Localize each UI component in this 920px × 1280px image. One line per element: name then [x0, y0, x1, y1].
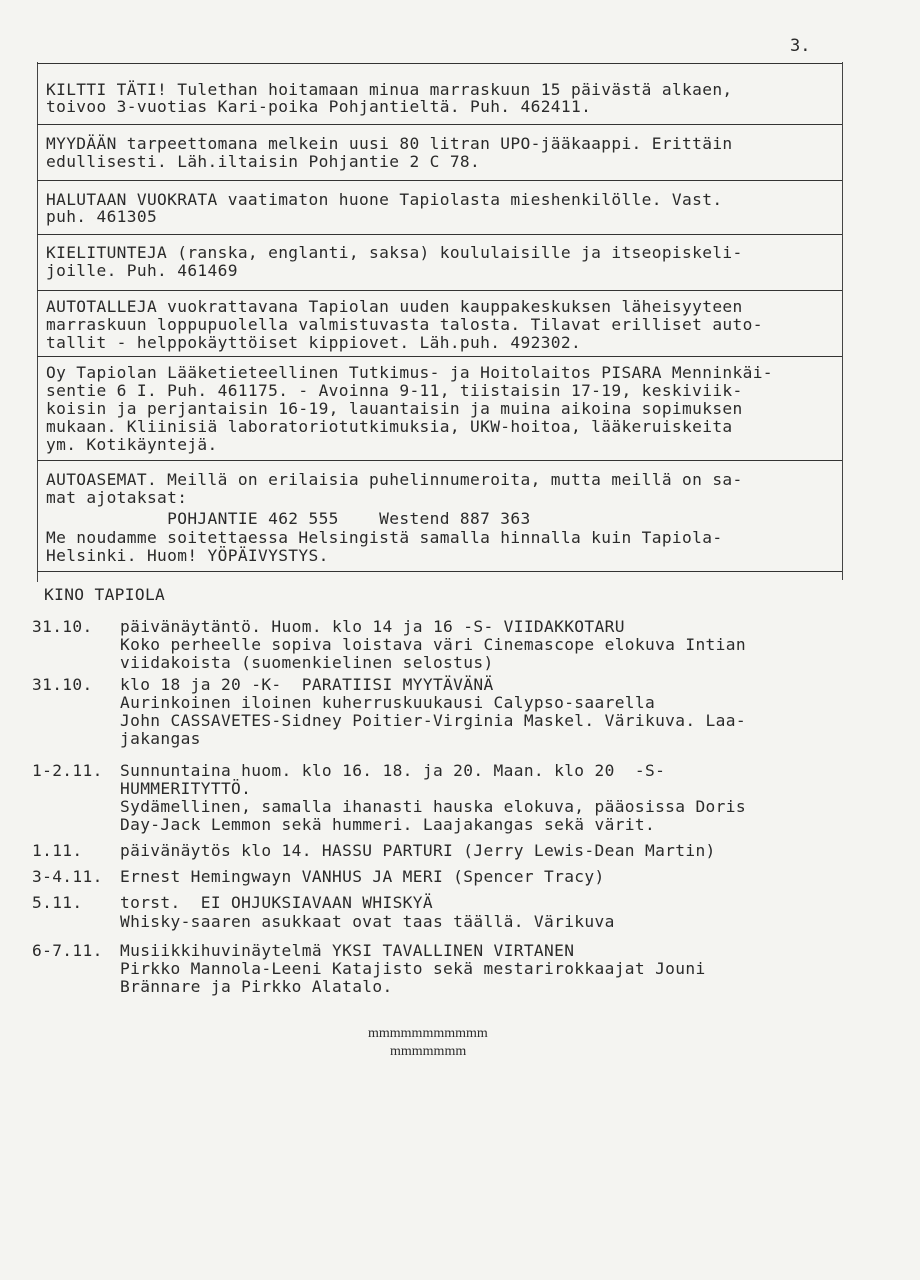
kino-line: Aurinkoinen iloinen kuherruskuukausi Calypso-saarella	[120, 693, 656, 712]
ads-left-border	[37, 62, 38, 582]
kino-line: päivänäytös klo 14. HASSU PARTURI (Jerry Lewis-Dean Martin)	[120, 841, 716, 860]
ads-right-border	[842, 62, 843, 580]
kino-title: KINO TAPIOLA	[44, 585, 166, 604]
kino-date: 3-4.11.	[32, 867, 103, 886]
kino-line: päivänäytäntö. Huom. klo 14 ja 16 -S- VIIDAKKOTARU	[120, 617, 625, 636]
ad-line: AUTOASEMAT. Meillä on erilaisia puhelinnumeroita, mutta meillä on sa-	[46, 470, 743, 489]
kino-line: Pirkko Mannola-Leeni Katajisto sekä mestarirokkaajat Jouni	[120, 959, 706, 978]
kino-date: 31.10.	[32, 617, 93, 636]
ad-divider	[37, 180, 842, 181]
kino-line: HUMMERITYTTÖ.	[120, 779, 252, 798]
page-number: 3.	[790, 36, 811, 56]
footer-ornament: mmmmmmm	[390, 1044, 467, 1059]
kino-date: 6-7.11.	[32, 941, 103, 960]
ad-line: AUTOTALLEJA vuokrattavana Tapiolan uuden kauppakeskuksen läheisyyteen	[46, 297, 743, 316]
ad-line: POHJANTIE 462 555 Westend 887 363	[46, 509, 531, 528]
ad-divider	[37, 234, 842, 235]
ad-line: Me noudamme soitettaessa Helsingistä samalla hinnalla kuin Tapiola-	[46, 528, 723, 547]
kino-line: Musiikkihuvinäytelmä YKSI TAVALLINEN VIRTANEN	[120, 941, 575, 960]
kino-line: jakangas	[120, 729, 201, 748]
ad-line: Oy Tapiolan Lääketieteellinen Tutkimus- ja Hoitolaitos PISARA Menninkäi-	[46, 363, 773, 382]
kino-line: Day-Jack Lemmon sekä hummeri. Laajakangas sekä värit.	[120, 815, 656, 834]
ad-line: edullisesti. Läh.iltaisin Pohjantie 2 C 78.	[46, 152, 481, 171]
ad-line: joille. Puh. 461469	[46, 261, 238, 280]
ad-divider	[37, 124, 842, 125]
kino-line: Brännare ja Pirkko Alatalo.	[120, 977, 393, 996]
ad-divider	[37, 356, 842, 357]
ad-line: koisin ja perjantaisin 16-19, lauantaisin ja muina aikoina sopimuksen	[46, 399, 743, 418]
kino-date: 31.10.	[32, 675, 93, 694]
kino-line: Whisky-saaren asukkaat ovat taas täällä. Värikuva	[120, 912, 615, 931]
kino-date: 1.11.	[32, 841, 83, 860]
ad-divider	[37, 571, 842, 572]
kino-date: 5.11.	[32, 893, 83, 912]
kino-line: Koko perheelle sopiva loistava väri Cinemascope elokuva Intian	[120, 635, 746, 654]
ad-line: tallit - helppokäyttöiset kippiovet. Läh.puh. 492302.	[46, 333, 582, 352]
kino-date: 1-2.11.	[32, 761, 103, 780]
ad-line: sentie 6 I. Puh. 461175. - Avoinna 9-11, tiistaisin 17-19, keskiviik-	[46, 381, 743, 400]
kino-line: Sunnuntaina huom. klo 16. 18. ja 20. Maan. klo 20 -S-	[120, 761, 666, 780]
ad-divider	[37, 460, 842, 461]
kino-line: viidakoista (suomenkielinen selostus)	[120, 653, 494, 672]
ad-divider	[37, 290, 842, 291]
ad-line: mat ajotaksat:	[46, 488, 188, 507]
kino-line: torst. EI OHJUKSIAVAAN WHISKYÄ	[120, 893, 433, 912]
kino-line: Ernest Hemingwayn VANHUS JA MERI (Spencer Tracy)	[120, 867, 605, 886]
ad-line: Helsinki. Huom! YÖPÄIVYSTYS.	[46, 546, 329, 565]
kino-line: John CASSAVETES-Sidney Poitier-Virginia Maskel. Värikuva. Laa-	[120, 711, 746, 730]
footer-ornament: mmmmmmmmmmm	[368, 1026, 488, 1041]
ad-line: HALUTAAN VUOKRATA vaatimaton huone Tapiolasta mieshenkilölle. Vast.	[46, 190, 723, 209]
ad-line: marraskuun loppupuolella valmistuvasta talosta. Tilavat erilliset auto-	[46, 315, 763, 334]
ad-line: mukaan. Kliinisiä laboratoriotutkimuksia, UKW-hoitoa, lääkeruiskeita	[46, 417, 733, 436]
ad-line: puh. 461305	[46, 207, 158, 226]
ad-line: toivoo 3-vuotias Kari-poika Pohjantieltä. Puh. 462411.	[46, 97, 592, 116]
kino-line: Sydämellinen, samalla ihanasti hauska elokuva, pääosissa Doris	[120, 797, 746, 816]
ad-line: MYYDÄÄN tarpeettomana melkein uusi 80 litran UPO-jääkaappi. Erittäin	[46, 134, 733, 153]
ad-line: KIELITUNTEJA (ranska, englanti, saksa) koululaisille ja itseopiskeli-	[46, 243, 743, 262]
ads-top-border	[37, 63, 842, 64]
ad-line: ym. Kotikäyntejä.	[46, 435, 218, 454]
kino-line: klo 18 ja 20 -K- PARATIISI MYYTÄVÄNÄ	[120, 675, 494, 694]
ad-line: KILTTI TÄTI! Tulethan hoitamaan minua marraskuun 15 päivästä alkaen,	[46, 80, 733, 99]
